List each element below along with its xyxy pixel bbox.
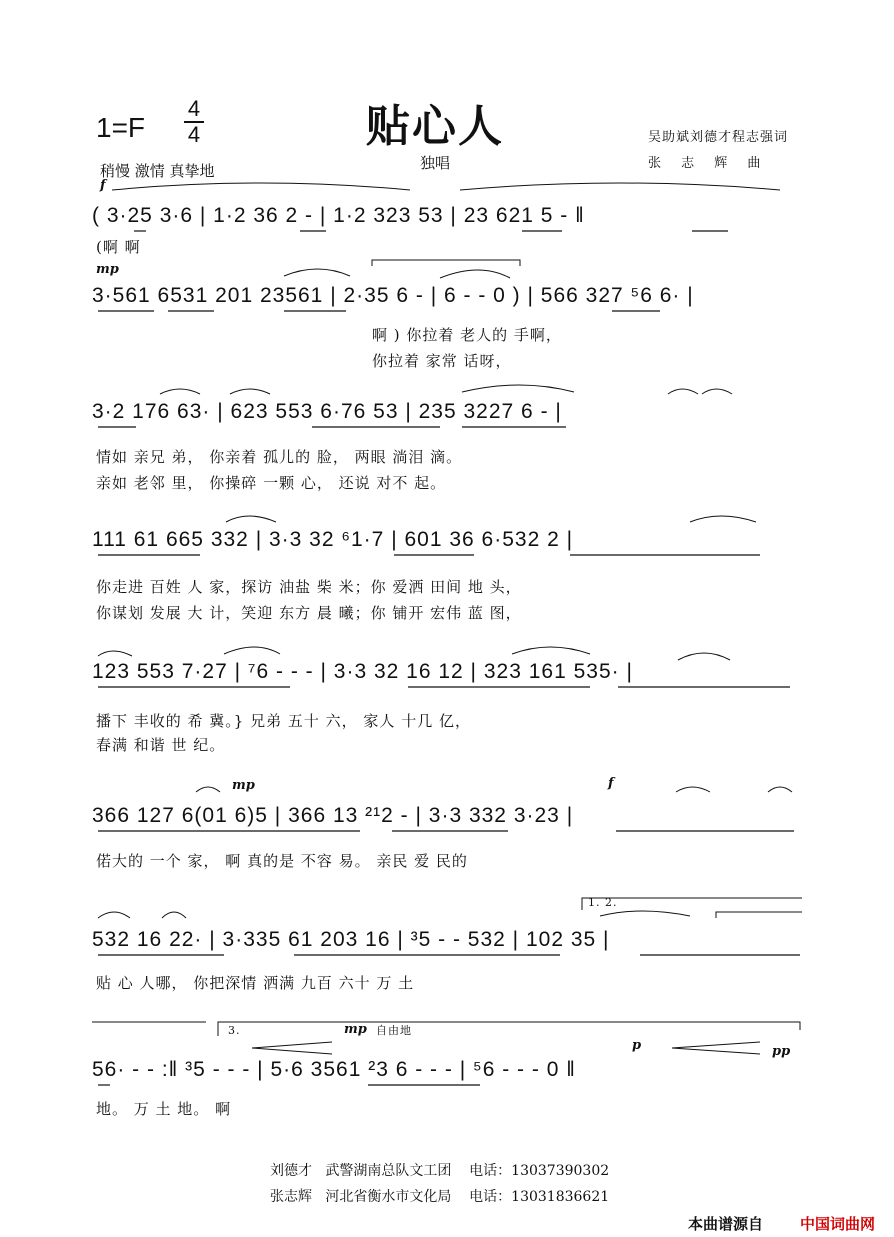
row-2-dynamic: mp bbox=[96, 262, 119, 277]
volta-bracket-3 bbox=[218, 1022, 800, 1036]
row-4-lyrics-2: 你谋划 发展 大 计，笑迎 东方 晨 曦；你 铺开 宏伟 蓝 图， bbox=[96, 604, 522, 622]
hairpin-row8-c bbox=[672, 1042, 760, 1048]
footer-org-1: 武警湖南总队文工团 bbox=[325, 1163, 452, 1179]
composer-credit: 张 志 辉 曲 bbox=[648, 156, 762, 171]
row-4-notes: 111 61 665 332 | 3·3 32 ⁶1·7 | 601 36 6·532 2 | bbox=[92, 528, 574, 551]
row-3-notes: 3·2 176 63· | 623 553 6·76 53 | 235 3227 6 - | bbox=[92, 400, 562, 423]
slur-row3-a bbox=[160, 389, 200, 394]
footer-line-1 bbox=[270, 1160, 609, 1180]
row-2-lyrics-1: 啊 ) 你拉着 老人的 手啊， bbox=[372, 326, 562, 344]
slur-row5-b bbox=[224, 647, 280, 654]
volta-bracket-1-2 bbox=[582, 898, 802, 910]
slur-row1-a bbox=[112, 183, 410, 190]
footer-tel-1: 电话：13037390302 bbox=[469, 1163, 610, 1179]
hairpin-row8-a bbox=[252, 1042, 332, 1048]
row-8-lyrics: 地。 万 土 地。 啊 bbox=[96, 1100, 232, 1118]
bracket-row2 bbox=[372, 260, 520, 266]
source-site-link[interactable]: 中国词曲网 bbox=[800, 1215, 876, 1233]
pp-dynamic: pp bbox=[772, 1044, 791, 1059]
slur-row7-a bbox=[98, 912, 130, 918]
row-1-notes: ( 3·25 3·6 | 1·2 36 2 - | 1·2 323 53 | 23 621 5 - ‖ bbox=[92, 204, 585, 227]
p-dynamic: p bbox=[632, 1038, 642, 1053]
row-5-lyrics-2: 春满 和谐 世 纪。 bbox=[96, 736, 226, 754]
row-6-notes: 366 127 6(01 6)5 | 366 13 ²¹2 - | 3·3 332 3·23 | bbox=[92, 804, 574, 827]
free-tempo-marking: 自由地 bbox=[376, 1024, 412, 1037]
row-6-lyrics: 偌大的 一个 家， 啊 真的是 不容 易。 亲民 爱 民的 bbox=[96, 852, 468, 870]
source-label: 本曲谱源自 bbox=[688, 1215, 764, 1233]
time-top: 4 bbox=[187, 96, 201, 121]
hairpin-row8-d bbox=[672, 1048, 760, 1054]
footer-tel-2: 电话：13031836621 bbox=[469, 1189, 610, 1205]
volta-3: 3. bbox=[228, 1024, 241, 1037]
hairpin-row8-b bbox=[252, 1048, 332, 1054]
row-3-lyrics-1: 情如 亲兄 弟， 你亲着 孤儿的 脸， 两眼 淌泪 滴。 bbox=[96, 448, 463, 466]
slur-row5-d bbox=[678, 653, 730, 660]
footer-name-1: 刘德才 bbox=[270, 1163, 312, 1179]
slur-row3-d bbox=[668, 389, 698, 394]
row-1-dynamic: f bbox=[100, 178, 106, 193]
footer-line-2 bbox=[270, 1186, 609, 1206]
tempo-marking: 稍慢 激情 真挚地 bbox=[100, 162, 215, 180]
slur-row4-a bbox=[226, 516, 276, 522]
time-bottom: 4 bbox=[187, 122, 201, 147]
row-4-lyrics-1: 你走进 百姓 人 家，探访 油盐 柴 米；你 爱洒 田间 地 头， bbox=[96, 578, 522, 596]
slur-row1-b bbox=[460, 183, 780, 190]
row-8-notes: 56· - - :‖ ³5 - - - | 5·6 3561 ²3 6 - - - | ⁵6 - - - 0 ‖ bbox=[92, 1058, 576, 1081]
performance-marking: 独唱 bbox=[420, 154, 451, 172]
lyricist-credit: 吴助斌刘德才程志强词 bbox=[648, 130, 789, 145]
slur-row6-c bbox=[768, 787, 792, 792]
row-6-dynamic: mp bbox=[232, 778, 255, 793]
slur-row3-c bbox=[462, 385, 574, 392]
row-3-lyrics-2: 亲如 老邻 里， 你操碎 一颗 心， 还说 对不 起。 bbox=[96, 474, 447, 492]
footer-org-2: 河北省衡水市文化局 bbox=[325, 1189, 452, 1205]
bracket-row7 bbox=[716, 912, 802, 918]
segno-f-dynamic: f bbox=[608, 776, 614, 791]
song-title: 贴心人 bbox=[366, 101, 504, 152]
volta-1-2: 1. 2. bbox=[588, 896, 618, 909]
slur-row3-e bbox=[702, 389, 732, 394]
key-signature: 1=F bbox=[96, 112, 146, 143]
slur-row6-b bbox=[676, 787, 710, 792]
slur-row4-b bbox=[690, 516, 756, 522]
slur-row5-c bbox=[512, 647, 590, 654]
slur-row2-b bbox=[440, 270, 510, 278]
slur-row7-b bbox=[162, 912, 186, 918]
row-2-lyrics-2: 你拉着 家常 话呀， bbox=[372, 352, 512, 370]
slur-row3-b bbox=[230, 389, 270, 394]
slur-row6-a bbox=[196, 787, 220, 792]
row-5-lyrics-1: 播下 丰收的 希 冀。} 兄弟 五十 六， 家人 十几 亿， bbox=[96, 712, 471, 730]
row-2-notes: 3·561 6531 201 23561 | 2·35 6 - | 6 - - 0 ) | 566 327 ⁵6 6· | bbox=[92, 284, 694, 307]
row-8-dynamic: mp bbox=[344, 1022, 367, 1037]
footer-name-2: 张志辉 bbox=[270, 1189, 312, 1205]
slur-row7-c bbox=[600, 911, 690, 916]
row-1-lyrics: (啊 啊 bbox=[96, 238, 141, 256]
row-7-notes: 532 16 22· | 3·335 61 203 16 | ³5 - - 532 | 102 35 | bbox=[92, 928, 610, 951]
row-5-notes: 123 553 7·27 | ⁷6 - - - | 3·3 32 16 12 | 323 161 535· | bbox=[92, 660, 633, 683]
slur-row2-a bbox=[284, 269, 350, 276]
slur-row5-a bbox=[98, 651, 132, 656]
row-7-lyrics: 贴 心 人哪， 你把深情 洒满 九百 六十 万 土 bbox=[96, 974, 415, 992]
